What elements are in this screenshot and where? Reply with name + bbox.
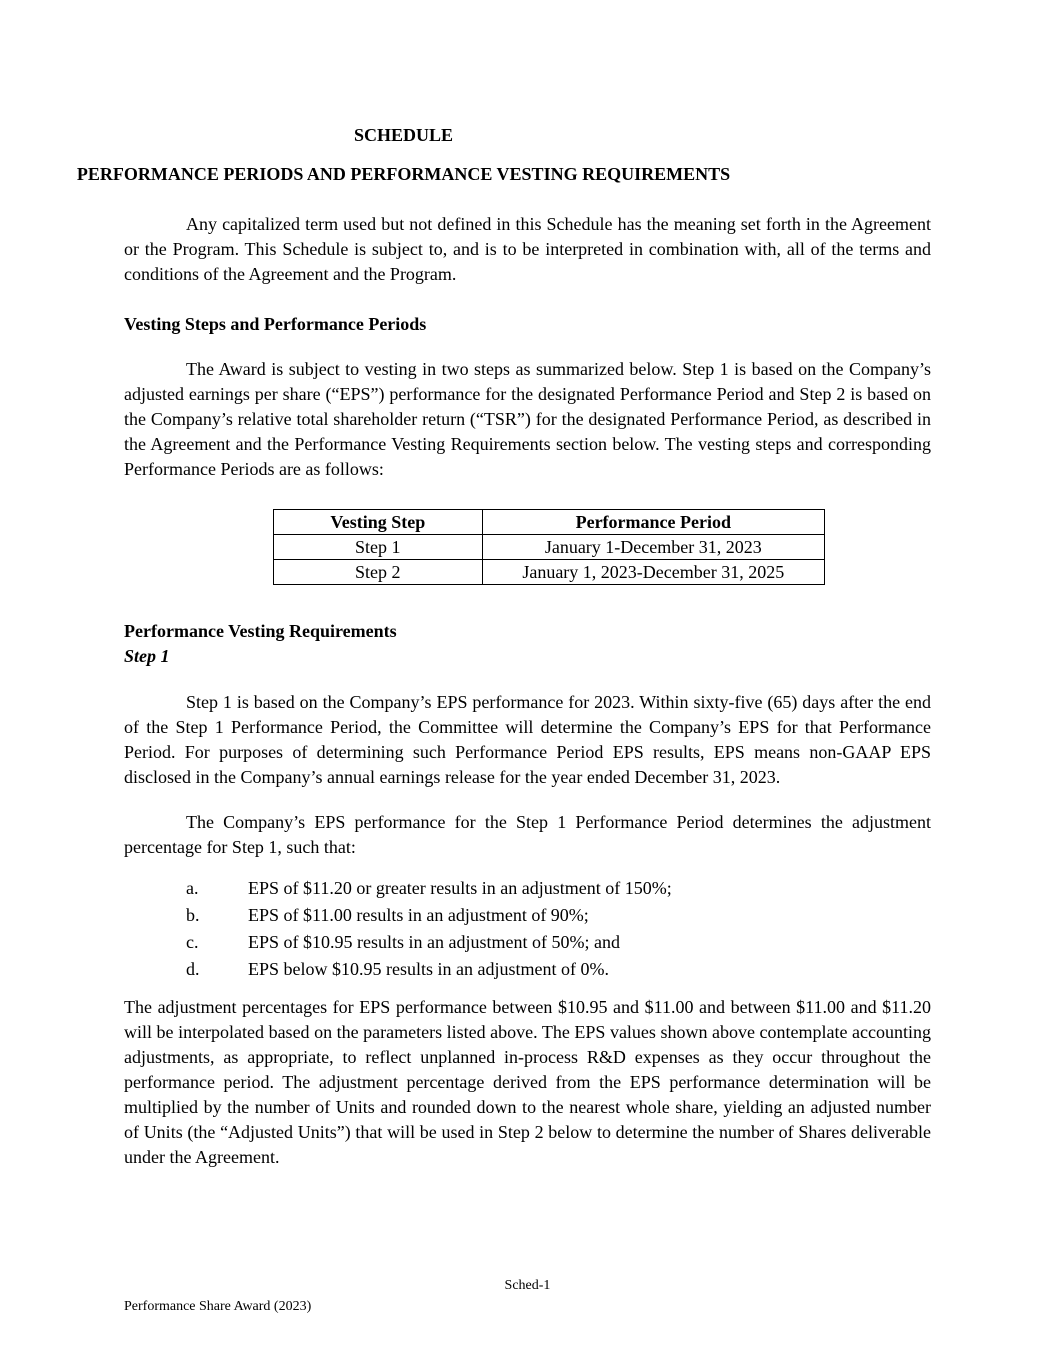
- table-cell-period: January 1, 2023-December 31, 2025: [482, 560, 824, 585]
- page-number: Sched-1: [504, 1278, 551, 1293]
- table-cell-period: January 1-December 31, 2023: [482, 535, 824, 560]
- list-marker: d.: [186, 959, 200, 979]
- schedule-title: SCHEDULE: [353, 125, 454, 145]
- list-marker: a.: [186, 878, 199, 898]
- section-heading-performance-vesting: Performance Vesting Requirements: [124, 621, 397, 641]
- list-item: [186, 875, 931, 902]
- vesting-steps-paragraph: The Award is subject to vesting in two steps as summarized below. Step 1 is based on the Company’s adjusted earnings per share (“EPS”) performance for the designated Performance Period and Step 2 is based on the Company’s relative total shareholder return (“TSR”) for the designated Performance Period, as described in the Agreement and the Performance Vesting Requirements section below. The vesting steps and corresponding Performance Periods are as follows:: [124, 359, 931, 479]
- list-marker: c.: [186, 932, 199, 952]
- table-header-performance-period: Performance Period: [482, 510, 824, 535]
- table-header-row: [274, 510, 825, 535]
- interpolation-paragraph: The adjustment percentages for EPS performance between $10.95 and $11.00 and between $11.00 and $11.20 will be interpolated based on the parameters listed above. The EPS values shown above contemplate accounting adjustments, as appropriate, to reflect unplanned in-process R&D expenses as they occur throughout the performance period. The adjustment percentage derived from the EPS performance determination will be multiplied by the number of Units and rounded down to the nearest whole share, yielding an adjusted number of Units (the “Adjusted Units”) that will be used in Step 2 below to determine the number of Shares deliverable under the Agreement.: [124, 997, 931, 1167]
- list-marker: b.: [186, 905, 200, 925]
- vesting-steps-table: [273, 509, 825, 585]
- list-item-text: EPS of $11.00 results in an adjustment of 90%;: [248, 905, 589, 925]
- list-item-text: EPS of $11.20 or greater results in an adjustment of 150%;: [248, 878, 672, 898]
- eps-adjustment-list: [186, 875, 931, 983]
- list-item: [186, 929, 931, 956]
- subheading-step-1: Step 1: [124, 646, 170, 666]
- intro-paragraph: Any capitalized term used but not defined in this Schedule has the meaning set forth in the Agreement or the Program. This Schedule is subject to, and is to be interpreted in combination with, all of the terms and conditions of the Agreement and the Program.: [124, 214, 931, 284]
- table-cell-step: Step 2: [274, 560, 483, 585]
- list-item-text: EPS of $10.95 results in an adjustment of 50%; and: [248, 932, 620, 952]
- section-heading-vesting-steps: Vesting Steps and Performance Periods: [124, 314, 427, 334]
- adjustment-intro-paragraph: The Company’s EPS performance for the Step 1 Performance Period determines the adjustment percentage for Step 1, such that:: [124, 812, 931, 857]
- table-row: [274, 560, 825, 585]
- schedule-subtitle: PERFORMANCE PERIODS AND PERFORMANCE VESTING REQUIREMENTS: [76, 164, 731, 184]
- table-row: [274, 535, 825, 560]
- list-item-text: EPS below $10.95 results in an adjustment of 0%.: [248, 959, 609, 979]
- table-header-vesting-step: Vesting Step: [274, 510, 483, 535]
- document-footer-name: Performance Share Award (2023): [124, 1299, 312, 1314]
- list-item: [186, 956, 931, 983]
- table-cell-step: Step 1: [274, 535, 483, 560]
- list-item: [186, 902, 931, 929]
- step1-paragraph: Step 1 is based on the Company’s EPS performance for 2023. Within sixty-five (65) days after the end of the Step 1 Performance Period, the Committee will determine the Company’s EPS for that Performance Period. For purposes of determining such Performance Period EPS results, EPS means non-GAAP EPS disclosed in the Company’s annual earnings release for the year ended December 31, 2023.: [124, 692, 931, 787]
